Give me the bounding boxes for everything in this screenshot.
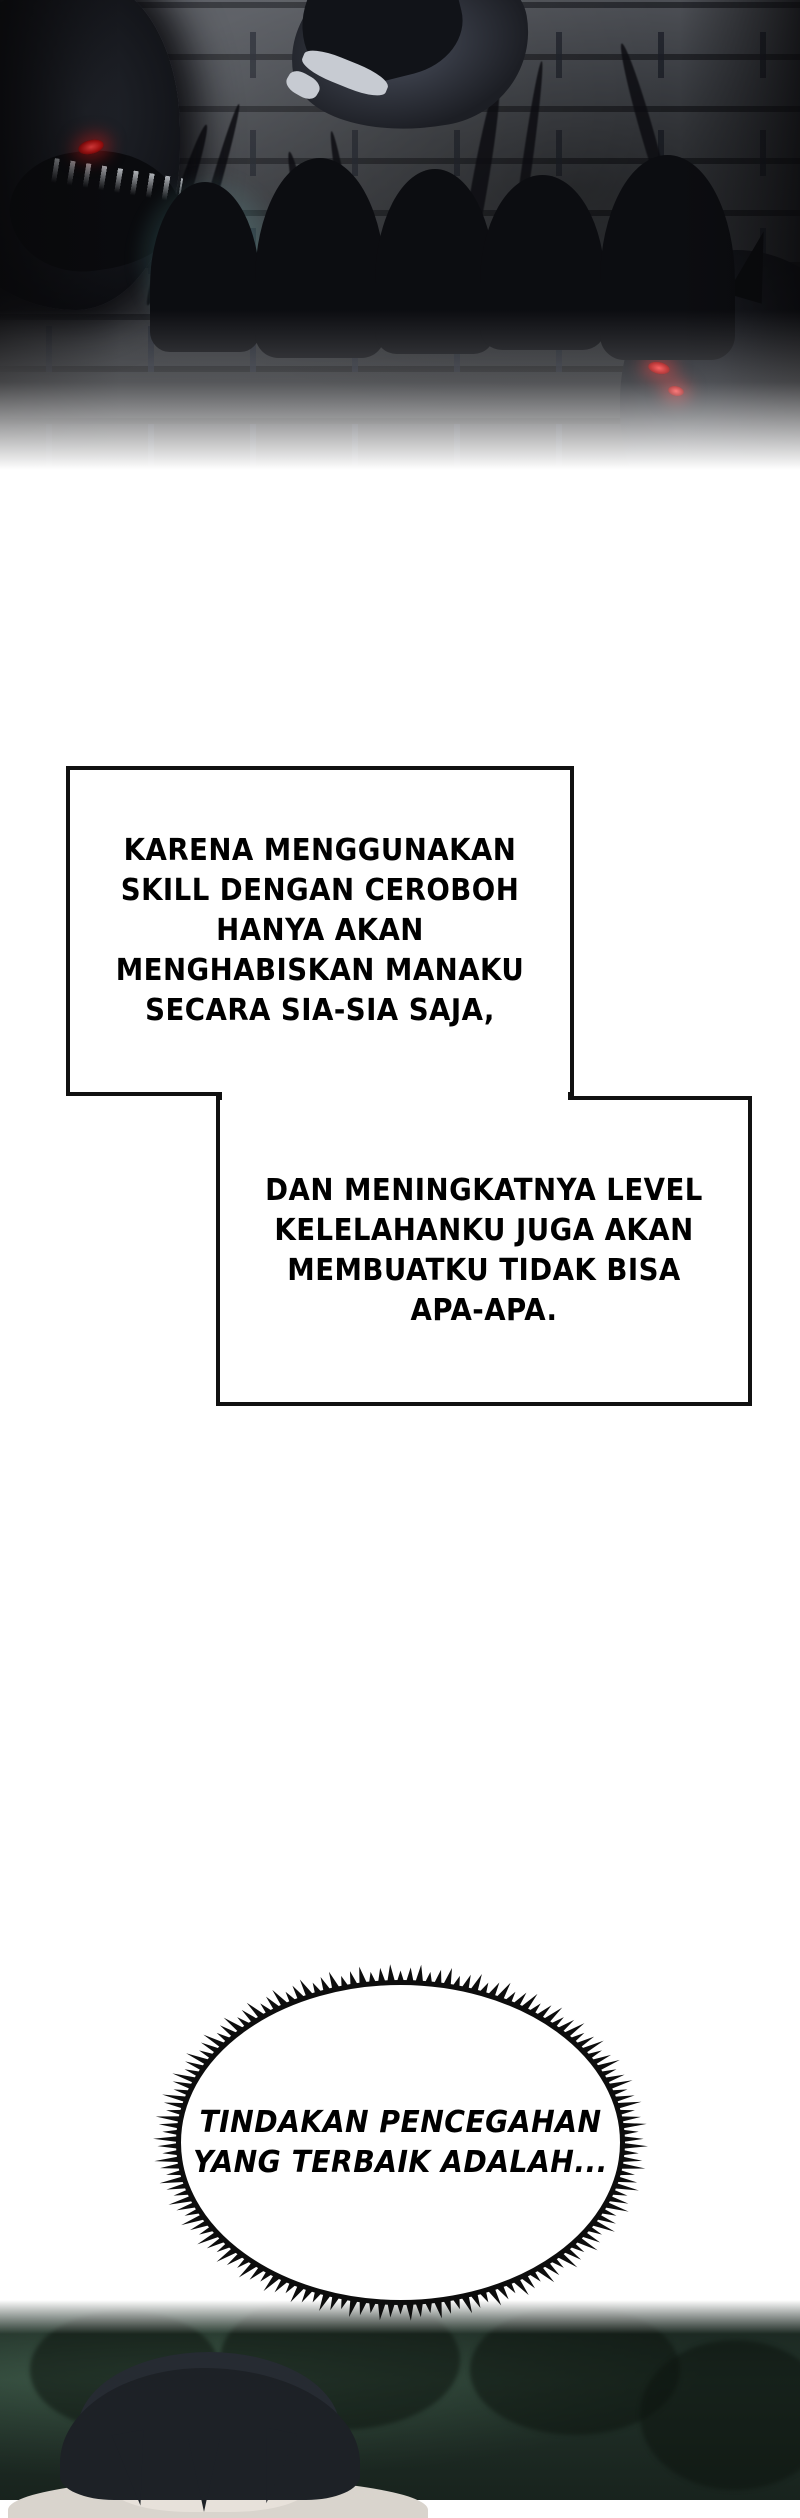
speech-bubble-secondary-text: DAN MENINGKATNYA LEVEL KELELAHANKU JUGA AKAN MEMBUATKU TIDAK BISA APA-APA. <box>265 1173 703 1328</box>
thought-bubble-text: TINDAKAN PENCEGAHAN YANG TERBAIK ADALAH... <box>193 2104 608 2180</box>
character-hair-strand <box>188 2438 220 2512</box>
bubble-merge-seam <box>222 1088 568 1104</box>
speech-bubble-primary <box>66 766 574 1096</box>
panel-bottom-fade <box>0 310 800 470</box>
speech-bubble-primary-text: KARENA MENGGUNAKAN SKILL DENGAN CEROBOH HANYA AKAN MENGHABISKAN MANAKU SECARA SIA-SIA SAJA, <box>115 833 525 1028</box>
thought-bubble-text-wrap <box>128 1945 673 2340</box>
thought-bubble-spiky <box>128 1945 673 2340</box>
panel-dungeon <box>0 0 800 470</box>
speech-bubble-secondary <box>216 1096 752 1406</box>
